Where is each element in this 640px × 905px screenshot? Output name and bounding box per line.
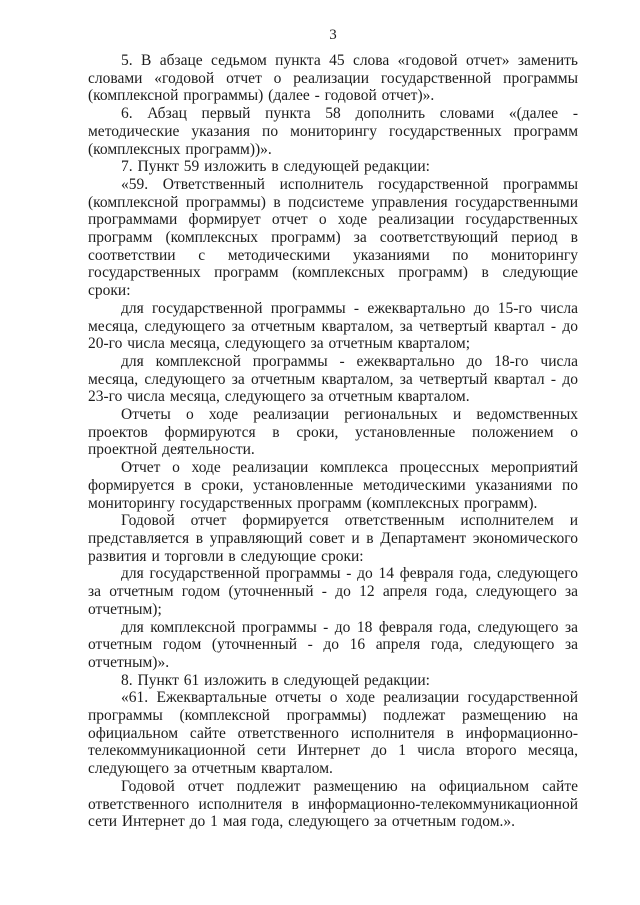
paragraph: для комплексной программы - ежеквартально до 18-го числа месяца, следующего за отчетным кварталом, за четвертый квартал - до 23-го числа месяца, следующего за отчетным кварталом. [88,352,578,406]
paragraph: 5. В абзаце седьмом пункта 45 слова «годовой отчет» заменить словами «годовой отчет о реализации государственной программы (комплексной программы) (далее - годовой отчет)». [88,52,578,105]
paragraph: для государственной программы - ежеквартально до 15-го числа месяца, следующего за отчетным кварталом, за четвертый квартал - до 20-го числа месяца, следующего за отчетным кварталом; [88,299,578,353]
paragraph: Годовой отчет формируется ответственным исполнителем и представляется в управляющий совет и в Департамент экономического развития и торговли в следующие сроки: [88,512,578,565]
paragraph: 7. Пункт 59 изложить в следующей редакции: [121,158,430,176]
paragraph: «61. Ежеквартальные отчеты о ходе реализации государственной программы (комплексной программы) подлежат размещению на официальном сайте ответственного исполнителя в информационно-телекоммуникационной сети Интернет до 1 числа второго месяца, следующего за отчетным кварталом. [88,689,578,778]
paragraph: Отчет о ходе реализации комплекса процессных мероприятий формируется в сроки, установленные методическими указаниями по мониторингу государственных программ (комплексных программ). [88,459,578,512]
paragraph: для комплексной программы - до 18 февраля года, следующего за отчетным годом (уточненный - до 16 апреля года, следующего за отчетным)». [88,618,578,671]
document-body [88,52,578,831]
paragraph: 8. Пункт 61 изложить в следующей редакции: [121,671,430,689]
paragraph: «59. Ответственный исполнитель государственной программы (комплексной программы) в подсистеме управления государственными программами формирует отчет о ходе реализации государственных программ (комплексных программ) за соответствующий период в соответствии с методическими указаниями по мониторингу государственных программ (комплексных программ) в следующие сроки: [88,175,578,300]
paragraph: 6. Абзац первый пункта 58 дополнить словами «(далее - методические указания по мониторингу государственных программ (комплексных программ))». [88,105,578,158]
paragraph: Годовой отчет подлежит размещению на официальном сайте ответственного исполнителя в информационно-телекоммуникационной сети Интернет до 1 мая года, следующего за отчетным годом.». [88,777,578,831]
paragraph: Отчеты о ходе реализации региональных и ведомственных проектов формируются в сроки, установленные положением о проектной деятельности. [88,406,578,459]
paragraph: для государственной программы - до 14 февраля года, следующего за отчетным годом (уточненный - до 12 апреля года, следующего за отчетным); [88,565,578,618]
page-number: 3 [329,27,337,43]
